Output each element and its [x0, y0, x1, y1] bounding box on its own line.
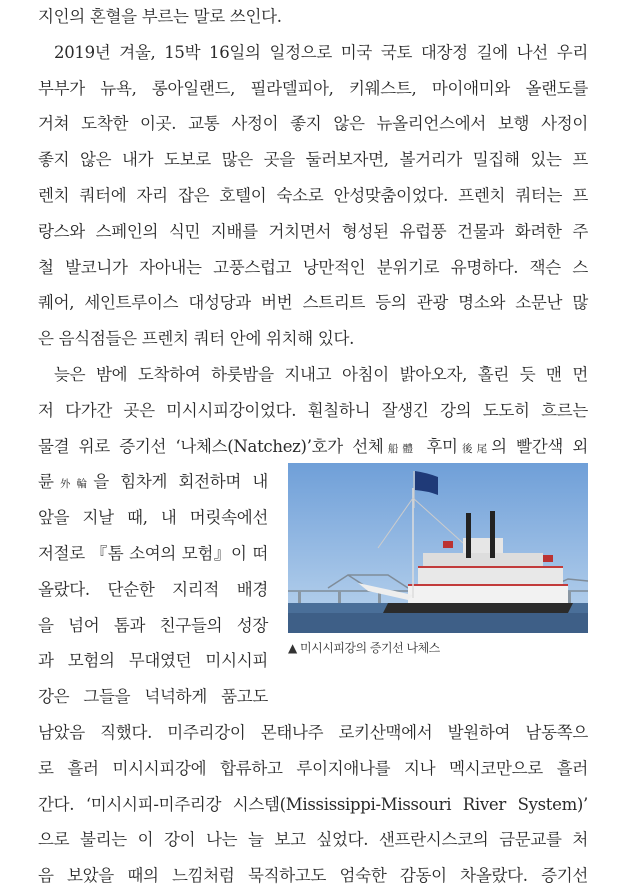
text-line [38, 825, 588, 855]
text-segment: 음 보았을 때의 느낌처럼 묵직하고도 엄숙한 감동이 차올랐다. 증기선 [38, 866, 588, 886]
text-line [38, 396, 588, 426]
text-segment: 으로 불리는 이 강이 나는 늘 보고 싶었다. 샌프란시스코의 금문교를 처 [38, 830, 588, 850]
text-line [38, 861, 588, 891]
text-line [38, 109, 588, 139]
text-line [38, 646, 268, 676]
text-segment: 랑스와 스페인의 식민 지배를 거치면서 형성된 유럽풍 건물과 화려한 주 [38, 221, 588, 241]
text-line [38, 682, 268, 712]
text-line [38, 575, 268, 605]
text-segment: 거쳐 도착한 이곳. 교통 사정이 좋지 않은 뉴올리언스에서 보행 사정이 [38, 114, 588, 134]
text-segment: 과 모험의 무대였던 미시시피 [38, 651, 268, 671]
text-line [38, 217, 588, 247]
text-segment: 철 발코니가 자아내는 고풍스럽고 낭만적인 분위기로 유명하다. 잭슨 스 [38, 257, 588, 277]
text-segment: 저절로 『톰 소여의 모험』이 떠 [38, 544, 268, 563]
text-line [38, 253, 588, 283]
text-line [38, 38, 588, 68]
text-segment: 퀘어, 세인트루이스 대성당과 버번 스트리트 등의 관광 명소와 소문난 많 [38, 293, 588, 313]
text-line [38, 539, 268, 569]
text-segment: 을 넘어 톰과 친구들의 성장 [38, 615, 268, 635]
text-segment: 좋지 않은 내가 도보로 많은 곳을 둘러보자면, 볼거리가 밀집해 있는 프 [38, 150, 588, 170]
text-segment: 을 힘차게 회전하며 내 [93, 472, 268, 492]
text-segment: 올랐다. 단순한 지리적 배경 [38, 579, 268, 599]
text-line [38, 467, 268, 497]
hanja-annotation: 外輪 [53, 478, 94, 491]
text-line [38, 288, 588, 318]
text-line [38, 611, 268, 641]
text-segment: 물결 위로 증기선 ‘나체스(Natchez)’호가 선체 [38, 436, 384, 456]
text-segment: 저 다가간 곳은 미시시피강이었다. 훤칠하니 잘생긴 강의 도도히 흐르는 [38, 400, 588, 420]
hanja-annotation: 船體 [383, 442, 418, 455]
text-line [38, 74, 588, 104]
text-segment: 간다. ‘미시시피-미주리강 시스템(Mississippi-Missouri River System)’ [38, 794, 588, 814]
text-segment: 앞을 지날 때, 내 머릿속에선 [38, 508, 268, 528]
steamboat-natchez-photo [288, 463, 588, 633]
text-line [38, 432, 588, 462]
text-segment: 지인의 혼혈을 부르는 말로 쓰인다. [38, 7, 282, 26]
text-segment: 로 흘러 미시시피강에 합류하고 루이지애나를 지나 멕시코만으로 흘러 [38, 758, 588, 778]
text-line [38, 324, 588, 354]
text-segment: 남았음 직했다. 미주리강이 몬태나주 로키산맥에서 발원하여 남동쪽으 [38, 723, 588, 742]
text-segment: 부부가 뉴욕, 롱아일랜드, 필라델피아, 키웨스트, 마이애미와 올랜도를 [38, 78, 588, 98]
text-segment: 은 음식점들은 프렌치 쿼터 안에 위치해 있다. [38, 329, 355, 349]
text-line [38, 754, 588, 784]
text-line [38, 503, 268, 533]
text-segment: 강은 그들을 넉넉하게 품고도 [38, 687, 268, 707]
text-segment: 륜 [38, 472, 54, 492]
text-line [38, 2, 588, 32]
hanja-annotation: 後尾 [457, 442, 492, 455]
text-segment: 2019년 겨울, 15박 16일의 일정으로 미국 국토 대장정 길에 나선 우리 [54, 42, 588, 62]
text-line [38, 790, 588, 820]
text-line [38, 145, 588, 175]
photo-caption: ▲ 미시시피강의 증기선 나체스 [288, 641, 440, 655]
text-line [38, 360, 588, 390]
text-line [38, 181, 588, 211]
text-segment: 렌치 쿼터에 자리 잡은 호텔이 숙소로 안성맞춤이었다. 프렌치 쿼터는 프 [38, 186, 588, 205]
text-segment: 의 빨간색 외 [491, 436, 588, 456]
text-segment: 늦은 밤에 도착하여 하룻밤을 지내고 아침이 밝아오자, 홀린 듯 맨 먼 [54, 365, 588, 384]
text-segment: 후미 [417, 436, 458, 456]
text-line [38, 718, 588, 748]
